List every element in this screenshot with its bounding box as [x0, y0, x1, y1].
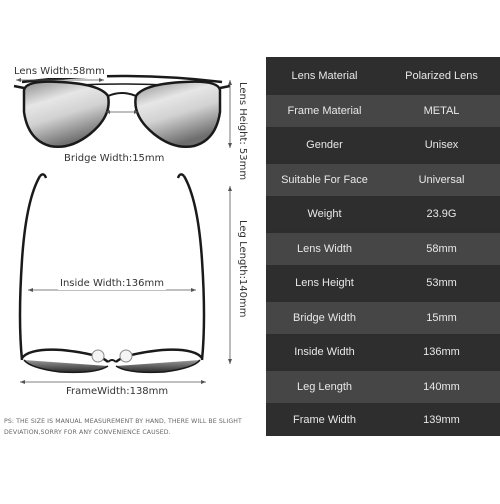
spec-row [266, 129, 500, 161]
spec-row [266, 164, 500, 196]
spec-value: 136mm [423, 346, 460, 358]
spec-row [266, 60, 500, 92]
leg-length-label: Leg Length:140mm [237, 220, 248, 318]
spec-row [266, 336, 500, 368]
left-lens [24, 82, 109, 147]
spec-row [266, 198, 500, 230]
spec-value: 140mm [423, 381, 460, 393]
spec-label: Lens Width [296, 243, 353, 255]
spec-value: 139mm [423, 414, 460, 426]
spec-value: 15mm [426, 312, 457, 324]
inside-width-label: Inside Width:136mm [60, 278, 164, 289]
spec-label: Gender [306, 139, 343, 151]
spec-label: Suitable For Face [281, 174, 368, 186]
bridge-width-label: Bridge Width:15mm [64, 153, 165, 164]
spec-label: Frame Material [287, 105, 362, 117]
spec-label: Lens Height [295, 277, 354, 289]
spec-value: METAL [423, 105, 460, 117]
spec-row [266, 267, 500, 299]
spec-label: Bridge Width [293, 312, 356, 324]
spec-value: Unisex [424, 139, 459, 151]
spec-label: Frame Width [293, 414, 356, 426]
spec-row [266, 302, 500, 334]
spec-table [266, 57, 500, 436]
spec-row [266, 371, 500, 403]
spec-value: Universal [418, 174, 465, 186]
spec-value: 53mm [426, 277, 457, 289]
spec-row [266, 95, 500, 127]
spec-label: Weight [307, 208, 342, 220]
spec-row [266, 404, 500, 436]
spec-label: Leg Length [296, 381, 353, 393]
spec-label: Lens Material [291, 70, 358, 82]
spec-value: 23.9G [426, 208, 457, 220]
spec-label: Inside Width [294, 346, 355, 358]
lens-width-label: Lens Width:58mm [14, 66, 105, 77]
top-view [20, 174, 204, 372]
spec-row [266, 233, 500, 265]
spec-value: Polarized Lens [405, 70, 478, 82]
front-view [14, 76, 230, 147]
measurement-note: PS: THE SIZE IS MANUAL MEASUREMENT BY HAND, THERE WILL BE SLIGHT DEVIATION,SORRY FOR ANY CONVENIENCE CAUSED. [4, 418, 242, 436]
frame-width-label: FrameWidth:138mm [66, 386, 169, 397]
lens-height-label: Lens Height: 53mm [237, 82, 248, 181]
spec-value: 58mm [426, 243, 457, 255]
right-lens [135, 82, 220, 147]
